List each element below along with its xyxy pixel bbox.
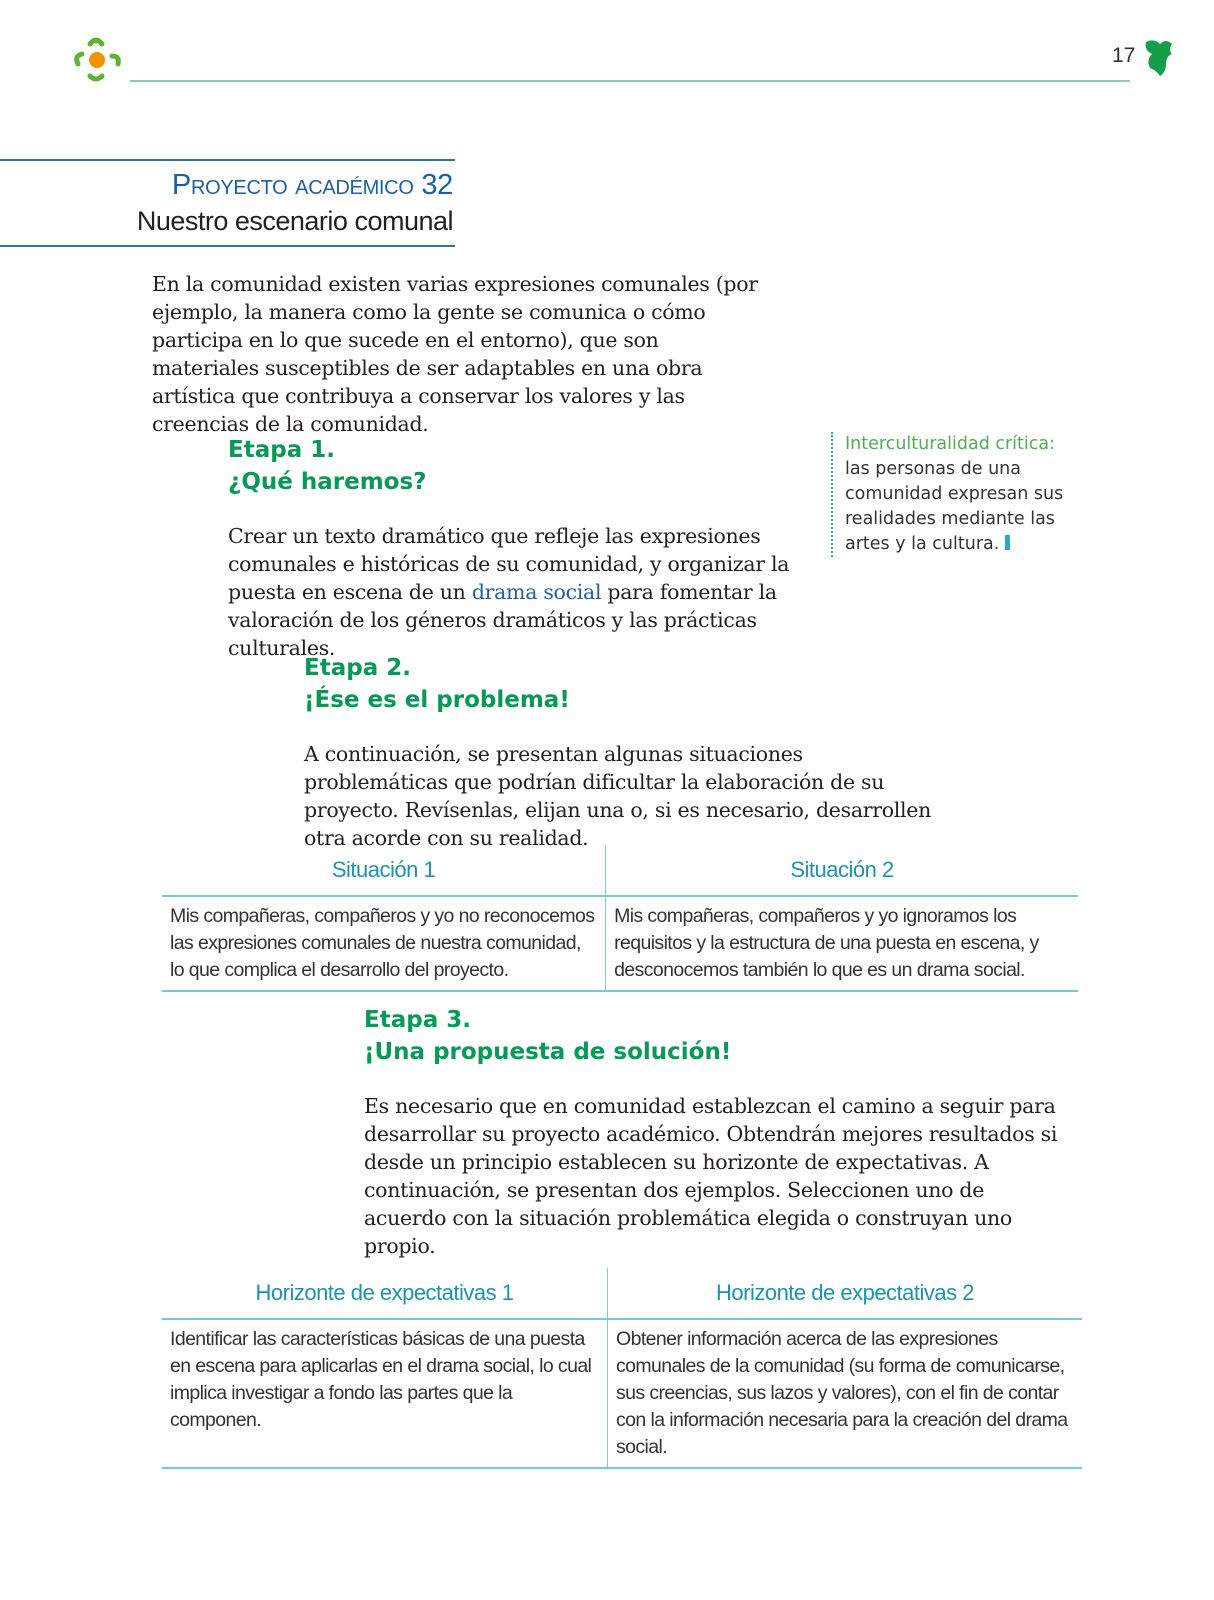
drama-social-link[interactable]: drama social [471,580,602,604]
stage-1-paragraph [228,522,813,662]
project-subtitle: Nuestro escenario comunal [136,206,453,236]
project-title: Proyecto académico 32 [171,169,453,201]
stage-2-paragraph: A continuación, se presentan algunas situaciones problemáticas que podrían dificultar la elaboración de su proyecto. Revísenlas, elijan una o, si es necesario, desarrollen otra acorde con su realidad. [304,742,932,850]
horizon-2-text: Obtener información acerca de las expresiones comunales de la comunidad (su forma de comunicarse, sus creencias, sus lazos y valores), con el fin de contar con la información necesaria para la creación del drama social. [607,1320,1082,1467]
stage-2-heading [304,652,570,716]
stage-3-paragraph: Es necesario que en comunidad establezcan el camino a seguir para desarrollar su proyecto académico. Obtendrán mejores resultados si desde un principio establecen su horizonte de expectativas. A continuación, se presentan dos ejemplos. Seleccionen uno de acuerdo con la situación problemática elegida o construyan uno propio. [364,1094,1058,1258]
stage-1-number: Etapa 1. [228,437,335,463]
situation-1-text: Mis compañeras, compañeros y yo no reconocemos las expresiones comunales de nuestra comunidad, lo que complica el desarrollo del proyecto. [170,905,595,981]
stage-3-heading [364,1004,731,1068]
horizon-1-title: Horizonte de expectativas 1 [255,1280,514,1305]
stage-3-question: ¡Una propuesta de solución! [364,1039,732,1065]
page-number: 17 [1112,44,1136,67]
stage-1-heading [228,434,427,498]
stage-3-number: Etapa 3. [364,1007,471,1033]
situations-table [162,845,1078,992]
side-note-text: las personas de una comunidad expresan sus realidades mediante las artes y la cultura. [845,459,1064,554]
horizon-2-title: Horizonte de expectativas 2 [607,1268,1082,1318]
side-note-term: Interculturalidad crítica: [845,434,1056,454]
community-flower-logo-icon [72,30,128,86]
situation-2-text: Mis compañeras, compañeros y yo ignoramos los requisitos y la estructura de una puesta en escena, y desconocemos también lo que es un drama social. [605,897,1078,990]
stage-2-question: ¡Ése es el problema! [304,687,570,713]
green-figure-icon [1140,38,1176,78]
intro-paragraph: En la comunidad existen varias expresiones comunales (por ejemplo, la manera como la gente se comunica o cómo participa en lo que sucede en el entorno), que son materiales susceptibles de ser adaptables en una obra artística que contribuya a conservar los valores y las creencias de la comunidad. [152,272,758,436]
header-rule [130,80,1130,82]
stage-1-question: ¿Qué haremos? [228,469,427,495]
side-note [831,432,1095,557]
horizon-1-text: Identificar las características básicas de una puesta en escena para aplicarlas en el drama social, lo cual implica investigar a fondo las partes que la componen. [170,1328,592,1431]
end-mark-icon [1005,535,1010,550]
stage-1-text-after: para fomentar la valoración de los géneros dramáticos y las prácticas culturales. [228,580,777,660]
stage-2-number: Etapa 2. [304,655,411,681]
horizons-table [162,1268,1082,1469]
stage-1-text-before: Crear un texto dramático que refleje las expresiones comunales e históricas de su comunidad, y organizar la puesta en escena de un [228,524,790,604]
situation-1-title: Situación 1 [331,857,436,882]
situation-2-title: Situación 2 [605,845,1078,895]
project-title-block [0,159,455,247]
